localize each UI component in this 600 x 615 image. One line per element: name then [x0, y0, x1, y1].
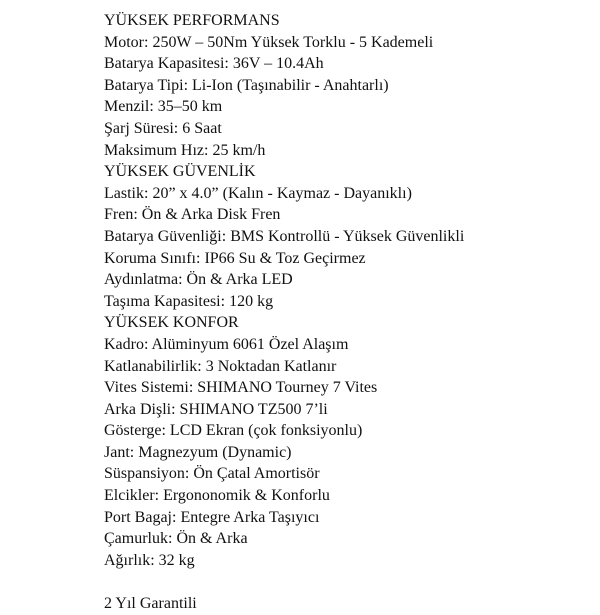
spec-suspension: Süspansiyon: Ön Çatal Amortisör — [104, 465, 320, 483]
section-heading-performance: YÜKSEK PERFORMANS — [104, 12, 280, 29]
spec-grips: Elcikler: Ergononomik & Konforlu — [104, 487, 330, 505]
spec-range: Menzil: 35–50 km — [104, 98, 223, 116]
spec-battery-type: Batarya Tipi: Li-Ion (Taşınabilir - Anahtarlı) — [104, 76, 389, 94]
warranty-note: 2 Yıl Garantili — [104, 595, 197, 613]
spec-battery-capacity: Batarya Kapasitesi: 36V – 10.4Ah — [104, 55, 324, 73]
spec-lighting: Aydınlatma: Ön & Arka LED — [104, 271, 293, 289]
spec-rack: Port Bagaj: Entegre Arka Taşıyıcı — [104, 508, 320, 526]
spec-brake: Fren: Ön & Arka Disk Fren — [104, 206, 281, 224]
spec-rim: Jant: Magnezyum (Dynamic) — [104, 443, 292, 461]
section-heading-safety: YÜKSEK GÜVENLİK — [104, 163, 256, 181]
spec-battery-safety: Batarya Güvenliği: BMS Kontrollü - Yüksek Güvenlikli — [104, 227, 465, 245]
spec-load-capacity: Taşıma Kapasitesi: 120 kg — [104, 292, 274, 310]
spec-motor: Motor: 250W – 50Nm Yüksek Torklu - 5 Kademeli — [104, 33, 434, 51]
spec-protection-class: Koruma Sınıfı: IP66 Su & Toz Geçirmez — [104, 249, 366, 267]
section-heading-comfort: YÜKSEK KONFOR — [104, 314, 239, 332]
spec-display: Gösterge: LCD Ekran (çok fonksiyonlu) — [104, 422, 363, 440]
spec-max-speed: Maksimum Hız: 25 km/h — [104, 141, 266, 159]
spec-foldability: Katlanabilirlik: 3 Noktadan Katlanır — [104, 357, 337, 375]
spec-charge-time: Şarj Süresi: 6 Saat — [104, 119, 222, 137]
spec-frame: Kadro: Alüminyum 6061 Özel Alaşım — [104, 335, 349, 353]
spec-sheet — [104, 10, 594, 615]
spec-weight: Ağırlık: 32 kg — [104, 551, 195, 569]
spec-fenders: Çamurluk: Ön & Arka — [104, 530, 248, 548]
spec-tire: Lastik: 20” x 4.0” (Kalın - Kaymaz - Dayanıklı) — [104, 184, 412, 202]
spec-gear-system: Vites Sistemi: SHIMANO Tourney 7 Vites — [104, 379, 378, 397]
spacer — [104, 571, 594, 593]
spec-rear-sprocket: Arka Dişli: SHIMANO TZ500 7’li — [104, 400, 328, 418]
